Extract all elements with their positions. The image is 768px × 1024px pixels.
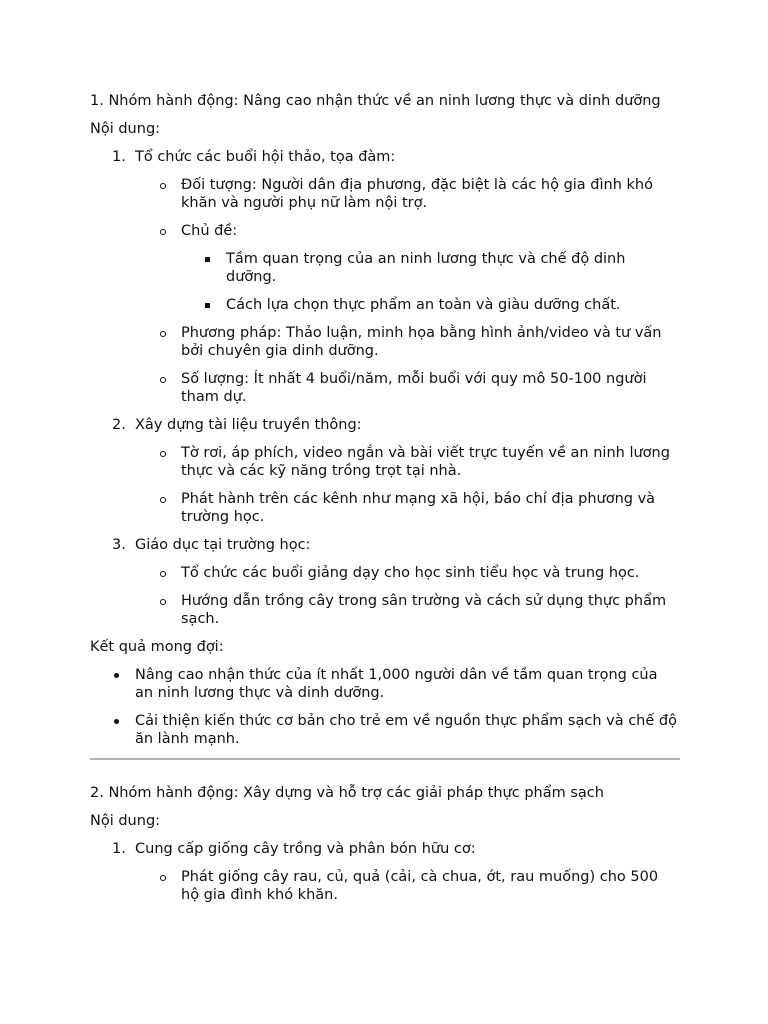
list-item — [90, 148, 680, 406]
sub-list-item-text: Phương pháp: Thảo luận, minh họa bằng hình ảnh/video và tư vấn bởi chuyên gia dinh dưỡng. — [181, 325, 662, 359]
hollow-circle-bullet-icon — [160, 599, 166, 605]
nested-list-item — [181, 296, 680, 314]
filled-dot-bullet-icon — [114, 673, 119, 678]
section-2-content-label: Nội dung: — [90, 813, 161, 829]
list-number: 2. — [112, 417, 126, 433]
hollow-circle-bullet-icon — [160, 331, 166, 337]
sub-list-item — [135, 324, 680, 360]
result-item — [90, 666, 680, 702]
horizontal-divider — [90, 758, 680, 760]
sub-list-item-text: Hướng dẫn trồng cây trong sân trường và cách sử dụng thực phẩm sạch. — [181, 593, 667, 627]
expected-results-label: Kết quả mong đợi: — [90, 639, 224, 655]
filled-dot-bullet-icon — [114, 719, 119, 724]
document-page — [90, 92, 680, 914]
hollow-circle-bullet-icon — [160, 571, 166, 577]
hollow-circle-bullet-icon — [160, 497, 166, 503]
nested-list-item — [181, 250, 680, 286]
sub-list-item — [135, 564, 680, 582]
result-item — [90, 712, 680, 748]
section-2-content-list — [90, 840, 680, 904]
nested-list-item-text: Cách lựa chọn thực phẩm an toàn và giàu dưỡng chất. — [226, 297, 621, 313]
sub-list-item — [135, 490, 680, 526]
list-number: 1. — [112, 149, 126, 165]
sub-list-item-text: Tờ rơi, áp phích, video ngắn và bài viết trực tuyến về an ninh lương thực và các kỹ năng trồng trọt tại nhà. — [181, 445, 670, 479]
result-item-text: Cải thiện kiến thức cơ bản cho trẻ em về nguồn thực phẩm sạch và chế độ ăn lành mạnh. — [135, 713, 677, 747]
sub-list-item-text: Số lượng: Ít nhất 4 buổi/năm, mỗi buổi với quy mô 50-100 người tham dự. — [181, 371, 647, 405]
sub-list-item — [135, 370, 680, 406]
nested-list-item-text: Tầm quan trọng của an ninh lương thực và chế độ dinh dưỡng. — [226, 251, 626, 285]
sub-list-item-text: Chủ đề: — [181, 223, 238, 239]
result-item-text: Nâng cao nhận thức của ít nhất 1,000 người dân về tầm quan trọng của an ninh lương thực và dinh dưỡng. — [135, 667, 658, 701]
hollow-circle-bullet-icon — [160, 377, 166, 383]
nested-sub-list — [181, 250, 680, 314]
sub-list-item-text: Phát giống cây rau, củ, quả (cải, cà chua, ớt, rau muống) cho 500 hộ gia đình khó khăn. — [181, 869, 659, 903]
expected-results-list — [90, 666, 680, 748]
sub-list — [135, 564, 680, 628]
list-item-text: Cung cấp giống cây trồng và phân bón hữu cơ: — [135, 841, 476, 857]
sub-list-item-text: Phát hành trên các kênh như mạng xã hội, báo chí địa phương và trường học. — [181, 491, 656, 525]
list-number: 1. — [112, 841, 126, 857]
list-item — [90, 536, 680, 628]
list-item — [90, 416, 680, 526]
hollow-circle-bullet-icon — [160, 875, 166, 881]
square-bullet-icon — [205, 303, 210, 308]
sub-list-item — [135, 868, 680, 904]
sub-list-item-text: Tổ chức các buổi giảng dạy cho học sinh tiểu học và trung học. — [181, 565, 640, 581]
section-1-heading: 1. Nhóm hành động: Nâng cao nhận thức về an ninh lương thực và dinh dưỡng — [90, 93, 661, 109]
section-1-content-list — [90, 148, 680, 628]
sub-list — [135, 176, 680, 406]
list-number: 3. — [112, 537, 126, 553]
list-item-text: Xây dựng tài liệu truyền thông: — [135, 417, 362, 433]
sub-list-item-text: Đối tượng: Người dân địa phương, đặc biệt là các hộ gia đình khó khăn và người phụ nữ làm nội trợ. — [181, 177, 653, 211]
list-item-text: Giáo dục tại trường học: — [135, 537, 311, 553]
section-2-heading: 2. Nhóm hành động: Xây dựng và hỗ trợ các giải pháp thực phẩm sạch — [90, 785, 604, 801]
sub-list-item — [135, 592, 680, 628]
sub-list-item — [135, 444, 680, 480]
sub-list — [135, 868, 680, 904]
sub-list-item — [135, 222, 680, 314]
section-1-content-label: Nội dung: — [90, 121, 161, 137]
sub-list — [135, 444, 680, 526]
square-bullet-icon — [205, 257, 210, 262]
list-item-text: Tổ chức các buổi hội thảo, tọa đàm: — [135, 149, 396, 165]
hollow-circle-bullet-icon — [160, 451, 166, 457]
list-item — [90, 840, 680, 904]
hollow-circle-bullet-icon — [160, 183, 166, 189]
sub-list-item — [135, 176, 680, 212]
hollow-circle-bullet-icon — [160, 229, 166, 235]
